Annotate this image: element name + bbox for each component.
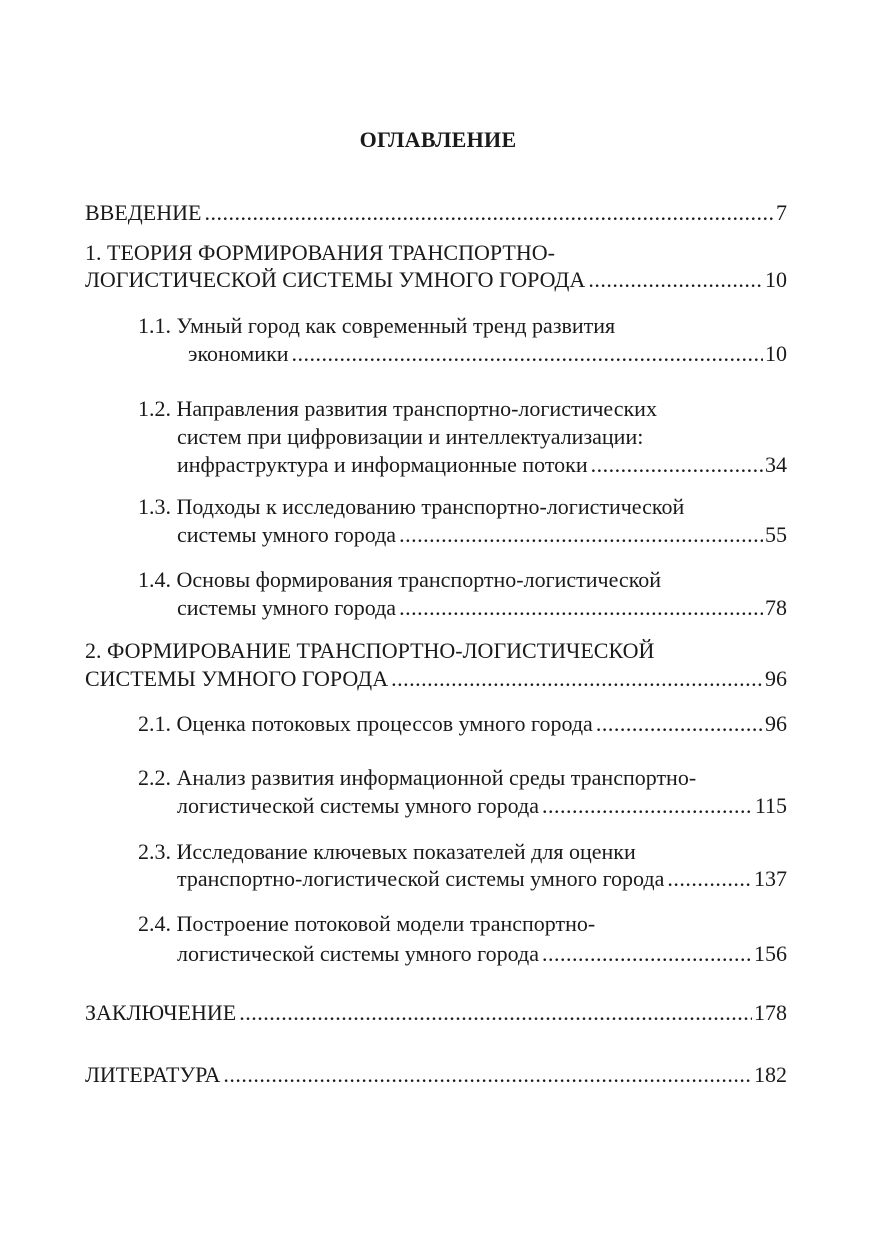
toc-page-number: 137 — [754, 866, 787, 891]
toc-entry-1-4-line-1: 1.4. Основы формирования транспортно-логистической — [138, 567, 662, 592]
toc-entry-chapter-2-line-1: 2. ФОРМИРОВАНИЕ ТРАНСПОРТНО-ЛОГИСТИЧЕСКОЙ — [85, 638, 655, 663]
toc-entry-1-3 — [177, 522, 787, 548]
toc-entry-2-3-line-1: 2.3. Исследование ключевых показателей для оценки — [138, 839, 636, 864]
toc-page-number: 115 — [754, 793, 787, 818]
toc-page-number: 7 — [776, 200, 787, 225]
toc-page-number: 10 — [765, 267, 787, 292]
toc-entry-chapter-1-line-1: 1. ТЕОРИЯ ФОРМИРОВАНИЯ ТРАНСПОРТНО- — [85, 240, 555, 265]
toc-entry-2-3 — [177, 866, 787, 892]
toc-entry-chapter-2 — [85, 666, 787, 692]
dot-leader — [223, 1062, 752, 1088]
toc-entry-text: ЛОГИСТИЧЕСКОЙ СИСТЕМЫ УМНОГО ГОРОДА — [85, 267, 586, 292]
toc-page-number: 156 — [754, 941, 787, 966]
toc-page-number: 182 — [754, 1062, 787, 1087]
toc-entry-2-4-line-1: 2.4. Построение потоковой модели транспортно- — [138, 911, 596, 936]
toc-entry-text: 2.1. Оценка потоковых процессов умного города — [138, 711, 593, 736]
toc-entry-chapter-1 — [85, 267, 787, 293]
toc-entry-text: ЗАКЛЮЧЕНИЕ — [85, 1000, 237, 1025]
dot-leader — [204, 200, 774, 226]
toc-page-number: 55 — [765, 522, 787, 547]
dot-leader — [667, 866, 752, 892]
toc-page-number: 96 — [765, 711, 787, 736]
toc-page-number: 178 — [754, 1000, 787, 1025]
toc-entry-text: экономики — [188, 341, 289, 366]
dot-leader — [391, 666, 763, 692]
toc-entry-text: СИСТЕМЫ УМНОГО ГОРОДА — [85, 666, 389, 691]
toc-entry-1-1-line-1: 1.1. Умный город как современный тренд развития — [138, 313, 616, 338]
toc-entry-text: ЛИТЕРАТУРА — [85, 1062, 221, 1087]
toc-entry-text: ВВЕДЕНИЕ — [85, 200, 202, 225]
dot-leader — [542, 793, 753, 819]
dot-leader — [542, 941, 752, 967]
dot-leader — [588, 267, 763, 293]
dot-leader — [596, 711, 763, 737]
toc-entry-1-2 — [177, 452, 787, 478]
toc-entry-introduction — [85, 200, 787, 226]
dot-leader — [239, 1000, 752, 1026]
toc-page-number: 34 — [765, 452, 787, 477]
toc-page-number: 10 — [765, 341, 787, 366]
toc-entry-text: транспортно-логистической системы умного города — [177, 866, 665, 891]
toc-entry-2-2-line-1: 2.2. Анализ развития информационной среды транспортно- — [138, 765, 697, 790]
toc-entry-text: системы умного города — [177, 522, 397, 547]
toc-entry-1-2-line-2: систем при цифровизации и интеллектуализации: — [177, 424, 644, 449]
toc-entry-1-1 — [188, 341, 787, 367]
toc-entry-text: логистической системы умного города — [177, 941, 539, 966]
toc-entry-text: логистической системы умного города — [177, 793, 539, 818]
toc-entry-conclusion — [85, 1000, 787, 1026]
toc-entry-text: системы умного города — [177, 595, 397, 620]
toc-entry-literature — [85, 1062, 787, 1088]
toc-entry-1-2-line-1: 1.2. Направления развития транспортно-логистических — [138, 396, 657, 421]
toc-page-number: 96 — [765, 666, 787, 691]
toc-entry-2-2 — [177, 793, 787, 819]
dot-leader — [591, 452, 763, 478]
dot-leader — [399, 595, 763, 621]
toc-entry-text: инфраструктура и информационные потоки — [177, 452, 588, 477]
toc-entry-2-4 — [177, 941, 787, 967]
dot-leader — [292, 341, 763, 367]
toc-title: ОГЛАВЛЕНИЕ — [359, 127, 517, 152]
toc-entry-2-1 — [138, 711, 787, 737]
toc-page-number: 78 — [765, 595, 787, 620]
toc-entry-1-3-line-1: 1.3. Подходы к исследованию транспортно-логистической — [138, 494, 685, 519]
dot-leader — [399, 522, 763, 548]
toc-entry-1-4 — [177, 595, 787, 621]
